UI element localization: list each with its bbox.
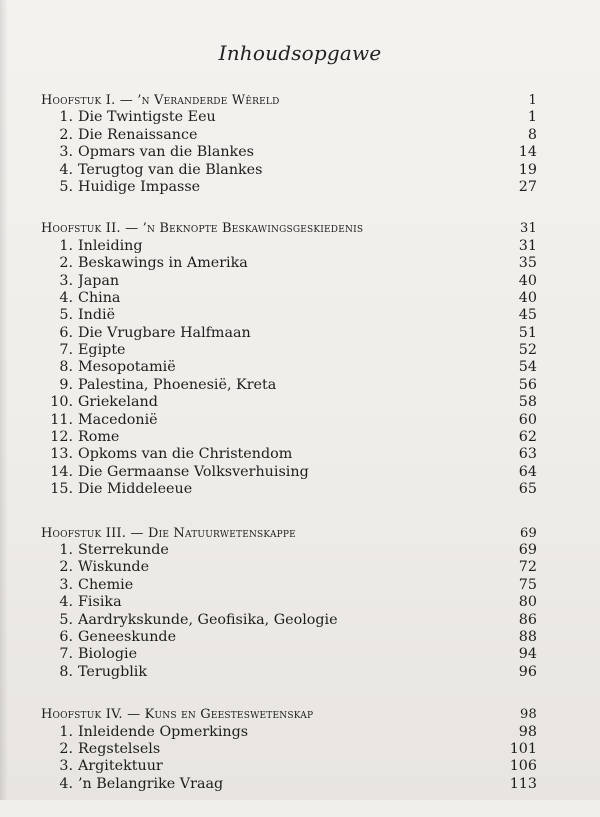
- entry-title: Opmars van die Blankes: [78, 144, 255, 161]
- toc-entry: [41, 758, 537, 775]
- entry-number: 3.: [59, 144, 73, 161]
- entry-title: Die Vrugbare Halfmaan: [78, 324, 251, 341]
- entry-page-number: 35: [518, 255, 537, 272]
- entry-title: Palestina, Phoenesië, Kreta: [78, 376, 277, 393]
- entry-page-number: 64: [518, 463, 537, 480]
- entry-page-number: 54: [518, 359, 537, 376]
- entry-number: 1.: [59, 541, 73, 558]
- entry-number: 2.: [59, 740, 73, 757]
- entry-number: 8.: [59, 359, 73, 376]
- entry-title: Wiskunde: [78, 559, 150, 576]
- toc-entry: [41, 446, 537, 463]
- entry-page-number: 101: [509, 740, 537, 757]
- entry-title: Chemie: [78, 576, 134, 593]
- entry-title: Macedonië: [78, 411, 158, 428]
- entry-title: Rome: [78, 429, 120, 446]
- toc-entry: [41, 162, 537, 179]
- toc-entry: [41, 724, 537, 741]
- entry-title: Die Middeleeue: [78, 481, 193, 498]
- toc-entry: [41, 612, 537, 629]
- entry-number: 8.: [59, 663, 73, 680]
- entry-title: Die Renaissance: [78, 126, 198, 143]
- entry-page-number: 88: [518, 628, 537, 645]
- toc-entry: [41, 577, 537, 594]
- toc-entry: [41, 412, 537, 429]
- toc-chapter: [41, 220, 537, 498]
- toc-entry: [41, 776, 537, 793]
- entry-title: Griekeland: [78, 394, 158, 411]
- toc-entry: [41, 144, 537, 161]
- entry-title: ’n Belangrike Vraag: [78, 775, 224, 792]
- toc-entry: [41, 325, 537, 342]
- entry-page-number: 40: [518, 289, 537, 306]
- toc-entry: [41, 741, 537, 758]
- entry-number: 6.: [59, 628, 73, 645]
- entry-page-number: 63: [518, 446, 537, 463]
- entry-page-number: 52: [518, 342, 537, 359]
- entry-number: 13.: [50, 446, 73, 463]
- table-of-contents: [41, 92, 537, 817]
- entry-page-number: 19: [518, 161, 537, 178]
- toc-entry: [41, 481, 537, 498]
- entry-page-number: 51: [518, 324, 537, 341]
- toc-chapter: [41, 92, 537, 196]
- entry-number: 5.: [59, 611, 73, 628]
- toc-entry: [41, 273, 537, 290]
- entry-page-number: 60: [518, 411, 537, 428]
- toc-entry: [41, 255, 537, 272]
- entry-page-number: 62: [518, 429, 537, 446]
- entry-number: 9.: [59, 376, 73, 393]
- entry-page-number: 65: [518, 481, 537, 498]
- toc-chapter: [41, 525, 537, 682]
- entry-number: 4.: [59, 289, 73, 306]
- entry-page-number: 69: [518, 541, 537, 558]
- entry-number: 4.: [59, 775, 73, 792]
- entry-page-number: 96: [518, 663, 537, 680]
- entry-number: 1.: [59, 109, 73, 126]
- entry-title: Inleiding: [78, 237, 143, 254]
- entry-number: 3.: [59, 576, 73, 593]
- entry-number: 12.: [50, 429, 73, 446]
- toc-entry: [41, 629, 537, 646]
- entry-number: 4.: [59, 161, 73, 178]
- toc-entry: [41, 109, 537, 126]
- entry-page-number: 80: [518, 594, 537, 611]
- entry-page-number: 1: [527, 109, 537, 126]
- entry-number: 7.: [59, 342, 73, 359]
- entry-page-number: 113: [509, 775, 537, 792]
- toc-entry: [41, 646, 537, 663]
- entry-page-number: 94: [518, 646, 537, 663]
- chapter-heading: Hoofstuk I. — ’n Veranderde Wêreld: [41, 93, 280, 108]
- entry-title: Terugtog van die Blankes: [78, 161, 263, 178]
- entry-page-number: 31: [518, 237, 537, 254]
- entry-number: 2.: [59, 255, 73, 272]
- chapter-heading-row: [41, 220, 537, 237]
- entry-page-number: 86: [518, 611, 537, 628]
- toc-entry: [41, 307, 537, 324]
- entry-title: Huidige Impasse: [78, 178, 201, 195]
- toc-entry: [41, 290, 537, 307]
- toc-entry: [41, 179, 537, 196]
- chapter-heading: Hoofstuk IV. — Kuns en Geesteswetenskap: [41, 707, 314, 723]
- chapter-heading: Hoofstuk III. — Die Natuurwetenskappe: [41, 525, 296, 541]
- entry-page-number: 8: [527, 126, 537, 143]
- entry-number: 1.: [59, 237, 73, 254]
- toc-entry: [41, 394, 537, 411]
- entry-number: 14.: [50, 463, 73, 480]
- toc-entry: [41, 464, 537, 481]
- chapter-heading-row: [41, 706, 537, 723]
- entry-title: Mesopotamië: [78, 359, 176, 376]
- entry-number: 15.: [50, 481, 73, 498]
- entry-page-number: 72: [518, 559, 537, 576]
- toc-chapter: [41, 706, 537, 793]
- entry-title: Die Germaanse Volksverhuising: [78, 463, 309, 480]
- toc-entry: [41, 559, 537, 576]
- chapter-heading-row: [41, 525, 537, 542]
- entry-page-number: 106: [509, 758, 537, 775]
- toc-entry: [41, 127, 537, 144]
- entry-number: 2.: [59, 126, 73, 143]
- entry-title: Japan: [78, 272, 120, 289]
- entry-number: 10.: [50, 394, 73, 411]
- entry-title: Argitektuur: [78, 758, 163, 775]
- entry-number: 3.: [59, 758, 73, 775]
- entry-number: 5.: [59, 178, 73, 195]
- entry-number: 2.: [59, 559, 73, 576]
- entry-title: Egipte: [78, 342, 126, 359]
- chapter-page-number: 69: [520, 525, 537, 541]
- chapter-page-number: 98: [520, 707, 537, 723]
- entry-number: 7.: [59, 646, 73, 663]
- entry-number: 5.: [59, 307, 73, 324]
- toc-entry: [41, 542, 537, 559]
- chapter-heading-row: [41, 92, 537, 109]
- toc-entry: [41, 342, 537, 359]
- toc-entry: [41, 429, 537, 446]
- chapter-page-number: 31: [520, 221, 537, 237]
- entry-page-number: 98: [518, 723, 537, 740]
- chapter-heading: Hoofstuk II. — ’n Beknopte Beskawingsgeskiedenis: [41, 221, 364, 237]
- entry-title: Fisika: [78, 594, 122, 611]
- entry-title: Geneeskunde: [78, 628, 177, 645]
- entry-number: 3.: [59, 272, 73, 289]
- entry-page-number: 56: [518, 376, 537, 393]
- entry-title: Regstelsels: [78, 740, 161, 757]
- entry-number: 4.: [59, 594, 73, 611]
- entry-page-number: 58: [518, 394, 537, 411]
- toc-entry: [41, 594, 537, 611]
- entry-number: 11.: [50, 411, 73, 428]
- entry-title: China: [78, 289, 121, 306]
- entry-number: 6.: [59, 324, 73, 341]
- entry-page-number: 45: [518, 307, 537, 324]
- page-title: Inhoudsopgawe: [218, 41, 382, 65]
- entry-title: Die Twintigste Eeu: [78, 109, 216, 126]
- entry-page-number: 14: [518, 144, 537, 161]
- entry-title: Biologie: [78, 646, 138, 663]
- entry-title: Inleidende Opmerkings: [78, 723, 249, 740]
- toc-entry: [41, 238, 537, 255]
- entry-page-number: 27: [518, 178, 537, 195]
- entry-number: 1.: [59, 723, 73, 740]
- entry-title: Sterrekunde: [78, 541, 169, 558]
- entry-title: Opkoms van die Christendom: [78, 446, 293, 463]
- toc-entry: [41, 359, 537, 376]
- toc-entry: [41, 664, 537, 681]
- entry-title: Beskawings in Amerika: [78, 255, 248, 272]
- entry-page-number: 40: [518, 272, 537, 289]
- toc-entry: [41, 377, 537, 394]
- chapter-page-number: 1: [528, 93, 537, 108]
- entry-page-number: 75: [518, 576, 537, 593]
- entry-title: Terugblik: [78, 663, 148, 680]
- entry-title: Indië: [78, 307, 116, 324]
- entry-title: Aardrykskunde, Geofisika, Geologie: [78, 611, 338, 628]
